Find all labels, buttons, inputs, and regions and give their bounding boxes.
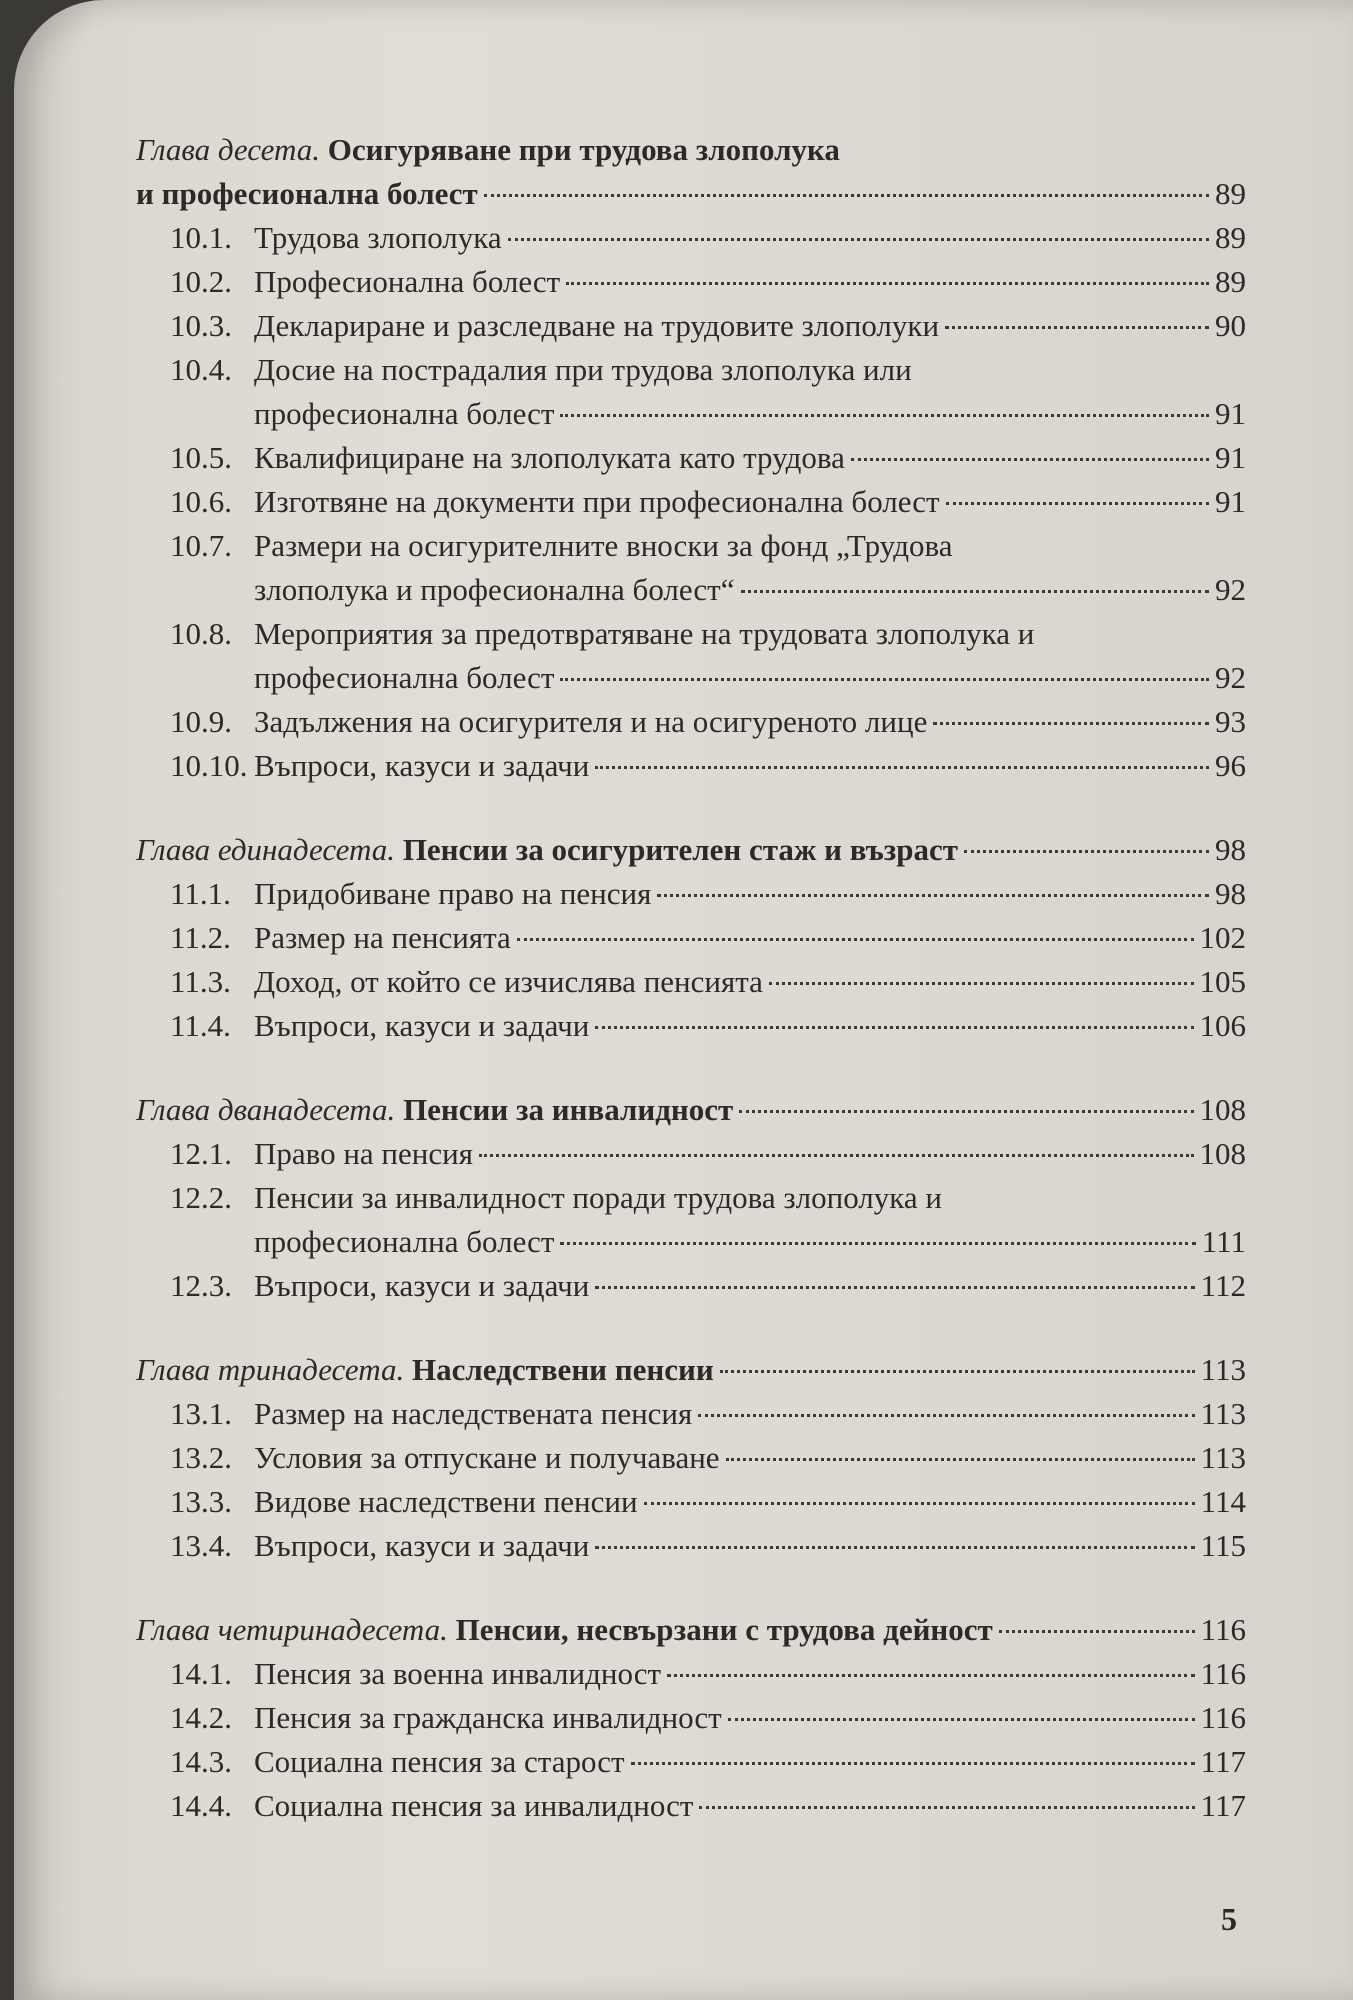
section-number: 10.5. xyxy=(170,440,232,475)
section-title-continued: професионална болест xyxy=(254,1224,555,1259)
chapter-page: 108 xyxy=(1199,1092,1246,1127)
chapter-title: Осигуряване при трудова злополука xyxy=(327,132,840,167)
section-title: Условия за отпускане и получаване xyxy=(254,1440,720,1475)
chapter-title-continued: и професионална болест xyxy=(136,176,478,211)
section-number: 11.2. xyxy=(170,920,231,955)
section-title: Професионална болест xyxy=(254,264,561,299)
section-number: 13.4. xyxy=(170,1528,232,1563)
table-of-contents xyxy=(126,128,1246,1868)
section-page: 91 xyxy=(1215,484,1246,519)
dot-leader xyxy=(946,502,1209,505)
toc-entry-continued[interactable] xyxy=(254,1220,1246,1264)
toc-entry[interactable] xyxy=(170,960,1246,1004)
dot-leader xyxy=(741,590,1210,593)
section-title: Размери на осигурителните вноски за фонд „Трудова xyxy=(254,528,953,563)
section-title: Изготвяне на документи при професионална болест xyxy=(254,484,940,519)
toc-entry[interactable] xyxy=(170,872,1246,916)
section-number: 10.1. xyxy=(170,220,232,255)
section-number: 14.2. xyxy=(170,1700,232,1735)
chapter-heading xyxy=(136,128,1246,172)
section-title: Трудова злополука xyxy=(254,220,502,255)
dot-leader xyxy=(667,1674,1195,1677)
toc-entry[interactable] xyxy=(170,1524,1246,1568)
section-number: 12.1. xyxy=(170,1136,232,1171)
section-number: 10.4. xyxy=(170,352,232,387)
dot-leader xyxy=(851,458,1209,461)
dot-leader xyxy=(595,1546,1194,1549)
chapter-prefix: Глава дванадесета. xyxy=(136,1092,396,1127)
section-number: 10.3. xyxy=(170,308,232,343)
toc-entry[interactable] xyxy=(170,1784,1246,1828)
section-page: 92 xyxy=(1215,660,1246,695)
chapter-prefix: Глава десета. xyxy=(136,132,321,167)
section-page: 96 xyxy=(1215,748,1246,783)
dot-leader xyxy=(508,238,1209,241)
toc-entry[interactable] xyxy=(170,612,1246,656)
toc-entry[interactable] xyxy=(170,1004,1246,1048)
chapter-page: 113 xyxy=(1200,1352,1246,1387)
toc-entry-continued[interactable] xyxy=(254,656,1246,700)
toc-entry[interactable] xyxy=(170,1696,1246,1740)
chapter-title: Пенсии за инвалидност xyxy=(403,1092,734,1127)
section-page: 116 xyxy=(1200,1656,1246,1691)
dot-leader xyxy=(933,722,1209,725)
chapter-page: 98 xyxy=(1215,832,1246,867)
chapter-title: Пенсии за осигурителен стаж и възраст xyxy=(402,832,958,867)
toc-entry[interactable] xyxy=(170,700,1246,744)
chapter-prefix: Глава тринадесета. xyxy=(136,1352,405,1387)
section-number: 13.2. xyxy=(170,1440,232,1475)
section-number: 13.1. xyxy=(170,1396,232,1431)
section-number: 10.8. xyxy=(170,616,232,651)
chapter-heading-continued xyxy=(136,172,1246,216)
page-number: 5 xyxy=(1221,1901,1237,1937)
chapter-heading xyxy=(136,1608,1246,1652)
section-title: Право на пенсия xyxy=(254,1136,473,1171)
section-number: 10.7. xyxy=(170,528,232,563)
toc-entry[interactable] xyxy=(170,1652,1246,1696)
toc-entry[interactable] xyxy=(170,304,1246,348)
section-title: Досие на пострадалия при трудова злополука или xyxy=(254,352,912,387)
chapter-heading xyxy=(136,1088,1246,1132)
section-title: Доход, от който се изчислява пенсията xyxy=(254,964,763,999)
section-title: Придобиване право на пенсия xyxy=(254,876,652,911)
section-number: 14.3. xyxy=(170,1744,232,1779)
section-title-continued: злополука и професионална болест“ xyxy=(254,572,735,607)
section-title-continued: професионална болест xyxy=(254,396,555,431)
section-number: 11.4. xyxy=(170,1008,231,1043)
section-title-continued: професионална болест xyxy=(254,660,555,695)
section-title: Задължения на осигурителя и на осигуреното лице xyxy=(254,704,928,739)
dot-leader xyxy=(560,414,1209,417)
section-number: 14.4. xyxy=(170,1788,232,1823)
section-page: 89 xyxy=(1215,264,1246,299)
dot-leader xyxy=(479,1154,1194,1157)
toc-entry[interactable] xyxy=(170,1480,1246,1524)
toc-entry[interactable] xyxy=(170,1436,1246,1480)
section-page: 111 xyxy=(1201,1224,1246,1259)
dot-leader xyxy=(945,326,1209,329)
toc-entry[interactable] xyxy=(170,1392,1246,1436)
toc-entry[interactable] xyxy=(170,1740,1246,1784)
section-page: 98 xyxy=(1215,876,1246,911)
section-page: 113 xyxy=(1200,1396,1246,1431)
dot-leader xyxy=(595,766,1209,769)
toc-entry[interactable] xyxy=(170,1132,1246,1176)
section-page: 93 xyxy=(1215,704,1246,739)
toc-entry[interactable] xyxy=(170,436,1246,480)
section-title: Въпроси, казуси и задачи xyxy=(254,748,590,783)
section-title: Въпроси, казуси и задачи xyxy=(254,1008,590,1043)
section-page: 113 xyxy=(1200,1440,1246,1475)
section-title: Деклариране и разследване на трудовите злополуки xyxy=(254,308,940,343)
section-title: Размер на пенсията xyxy=(254,920,511,955)
toc-entry[interactable] xyxy=(170,1264,1246,1308)
chapter-title: Наследствени пенсии xyxy=(412,1352,714,1387)
section-number: 14.1. xyxy=(170,1656,232,1691)
dot-leader xyxy=(631,1762,1195,1765)
chapter-block xyxy=(126,128,1246,788)
chapter-prefix: Глава единадесета. xyxy=(136,832,396,867)
section-title: Квалифициране на злополуката като трудова xyxy=(254,440,845,475)
chapter-title: Пенсии, несвързани с трудова дейност xyxy=(455,1612,993,1647)
section-number: 10.2. xyxy=(170,264,232,299)
section-page: 89 xyxy=(1215,220,1246,255)
section-page: 117 xyxy=(1200,1788,1246,1823)
toc-entry[interactable] xyxy=(170,524,1246,568)
dot-leader xyxy=(560,1242,1195,1245)
section-title: Пенсии за инвалидност поради трудова злополука и xyxy=(254,1180,942,1215)
book-page xyxy=(14,0,1353,2000)
chapter-page: 116 xyxy=(1200,1612,1246,1647)
dot-leader xyxy=(964,850,1209,853)
section-title: Размер на наследствената пенсия xyxy=(254,1396,693,1431)
dot-leader xyxy=(739,1110,1193,1113)
chapter-block xyxy=(126,1608,1246,1828)
dot-leader xyxy=(699,1806,1194,1809)
toc-entry[interactable] xyxy=(170,916,1246,960)
section-number: 10.6. xyxy=(170,484,232,519)
section-page: 91 xyxy=(1215,396,1246,431)
section-page: 108 xyxy=(1199,1136,1246,1171)
section-number: 11.3. xyxy=(170,964,231,999)
dot-leader xyxy=(484,194,1209,197)
toc-entry[interactable] xyxy=(170,216,1246,260)
section-title: Видове наследствени пенсии xyxy=(254,1484,638,1519)
chapter-prefix: Глава четиринадесета. xyxy=(136,1612,448,1647)
section-number: 13.3. xyxy=(170,1484,232,1519)
section-page: 112 xyxy=(1200,1268,1246,1303)
section-page: 106 xyxy=(1199,1008,1246,1043)
section-page: 116 xyxy=(1200,1700,1246,1735)
chapter-block xyxy=(126,828,1246,1048)
section-number: 10.9. xyxy=(170,704,232,739)
section-page: 117 xyxy=(1200,1744,1246,1779)
dot-leader xyxy=(566,282,1209,285)
dot-leader xyxy=(726,1458,1195,1461)
section-number: 10.10. xyxy=(170,748,248,783)
toc-entry[interactable] xyxy=(170,480,1246,524)
toc-entry-continued[interactable] xyxy=(254,392,1246,436)
dot-leader xyxy=(560,678,1209,681)
section-number: 11.1. xyxy=(170,876,231,911)
section-title: Въпроси, казуси и задачи xyxy=(254,1528,590,1563)
toc-entry[interactable] xyxy=(170,744,1246,788)
chapter-heading xyxy=(136,1348,1246,1392)
chapter-page: 89 xyxy=(1215,176,1246,211)
chapter-block xyxy=(126,1088,1246,1308)
section-page: 92 xyxy=(1215,572,1246,607)
section-title: Социална пенсия за старост xyxy=(254,1744,625,1779)
toc-entry[interactable] xyxy=(170,348,1246,392)
section-page: 114 xyxy=(1200,1484,1246,1519)
dot-leader xyxy=(769,982,1194,985)
chapter-heading xyxy=(136,828,1246,872)
dot-leader xyxy=(698,1414,1194,1417)
section-title: Пенсия за гражданска инвалидност xyxy=(254,1700,722,1735)
chapter-block xyxy=(126,1348,1246,1568)
section-title: Въпроси, казуси и задачи xyxy=(254,1268,590,1303)
section-page: 105 xyxy=(1199,964,1246,999)
section-page: 115 xyxy=(1200,1528,1246,1563)
dot-leader xyxy=(595,1286,1194,1289)
toc-entry[interactable] xyxy=(170,1176,1246,1220)
dot-leader xyxy=(657,894,1209,897)
section-page: 91 xyxy=(1215,440,1246,475)
section-title: Пенсия за военна инвалидност xyxy=(254,1656,662,1691)
dot-leader xyxy=(517,938,1194,941)
section-title: Мероприятия за предотвратяване на трудовата злополука и xyxy=(254,616,1035,651)
section-page: 102 xyxy=(1199,920,1246,955)
section-page: 90 xyxy=(1215,308,1246,343)
dot-leader xyxy=(720,1370,1195,1373)
section-number: 12.2. xyxy=(170,1180,232,1215)
dot-leader xyxy=(728,1718,1195,1721)
section-number: 12.3. xyxy=(170,1268,232,1303)
toc-entry-continued[interactable] xyxy=(254,568,1246,612)
section-title: Социална пенсия за инвалидност xyxy=(254,1788,694,1823)
toc-entry[interactable] xyxy=(170,260,1246,304)
dot-leader xyxy=(595,1026,1193,1029)
dot-leader xyxy=(644,1502,1195,1505)
dot-leader xyxy=(999,1630,1195,1633)
